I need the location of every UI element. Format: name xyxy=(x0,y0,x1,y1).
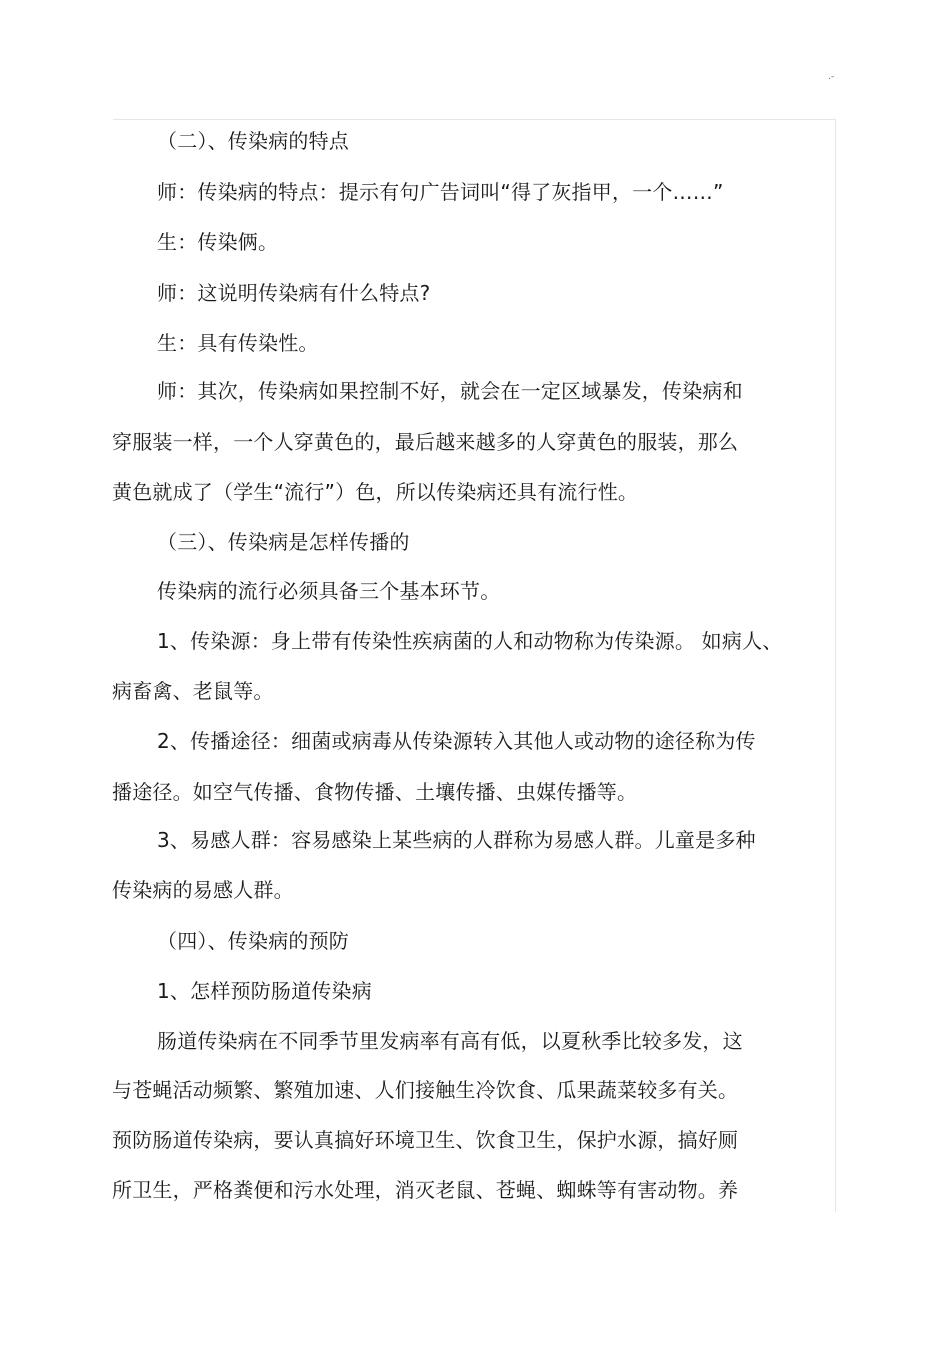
heading-section-2: （二）、传染病的特点 xyxy=(157,129,349,153)
page-border-right xyxy=(835,119,836,1212)
paragraph-line: 黄色就成了（学生“流行”）色，所以传染病还具有流行性。 xyxy=(112,480,639,504)
paragraph-line: 传染病的流行必须具备三个基本环节。 xyxy=(157,579,501,603)
paragraph-line: 与苍蝇活动频繁、繁殖加速、人们接触生冷饮食、瓜果蔬菜较多有关。 xyxy=(112,1078,739,1102)
dialogue-line: 生：传染俩。 xyxy=(157,230,279,254)
dialogue-line: 师：传染病的特点：提示有句广告词叫“得了灰指甲，一个……” xyxy=(157,180,724,204)
paragraph-line: 预防肠道传染病，要认真搞好环境卫生、饮食卫生，保护水源，搞好厕 xyxy=(112,1128,739,1152)
list-item-susceptible-cont: 传染病的易感人群。 xyxy=(112,878,294,902)
paragraph-line: 肠道传染病在不同季节里发病率有高有低，以夏秋季比较多发，这 xyxy=(157,1029,743,1053)
dialogue-line: 师：这说明传染病有什么特点? xyxy=(157,281,431,305)
page-border-top xyxy=(113,119,836,120)
page-corner-mark: .- xyxy=(828,72,835,82)
heading-section-4: （四）、传染病的预防 xyxy=(157,929,349,953)
subheading-intestinal: 1、怎样预防肠道传染病 xyxy=(157,979,372,1003)
list-item-route: 2、传播途径：细菌或病毒从传染源转入其他人或动物的途径称为传 xyxy=(157,729,756,753)
list-item-source: 1、传染源：身上带有传染性疾病菌的人和动物称为传染源。 如病人、 xyxy=(157,629,783,653)
heading-section-3: （三）、传染病是怎样传播的 xyxy=(157,530,410,554)
list-item-route-cont: 播途径。如空气传播、食物传播、土壤传播、虫媒传播等。 xyxy=(112,780,638,804)
paragraph-line: 穿服装一样，一个人穿黄色的，最后越来越多的人穿黄色的服装，那么 xyxy=(112,430,739,454)
dialogue-line: 生：具有传染性。 xyxy=(157,331,319,355)
paragraph-line: 所卫生，严格粪便和污水处理，消灭老鼠、苍蝇、蜘蛛等有害动物。养 xyxy=(112,1178,739,1202)
list-item-susceptible: 3、易感人群：容易感染上某些病的人群称为易感人群。儿童是多种 xyxy=(157,828,756,852)
list-item-source-cont: 病畜禽、老鼠等。 xyxy=(112,679,274,703)
paragraph-line: 师：其次，传染病如果控制不好，就会在一定区域暴发，传染病和 xyxy=(157,379,743,403)
